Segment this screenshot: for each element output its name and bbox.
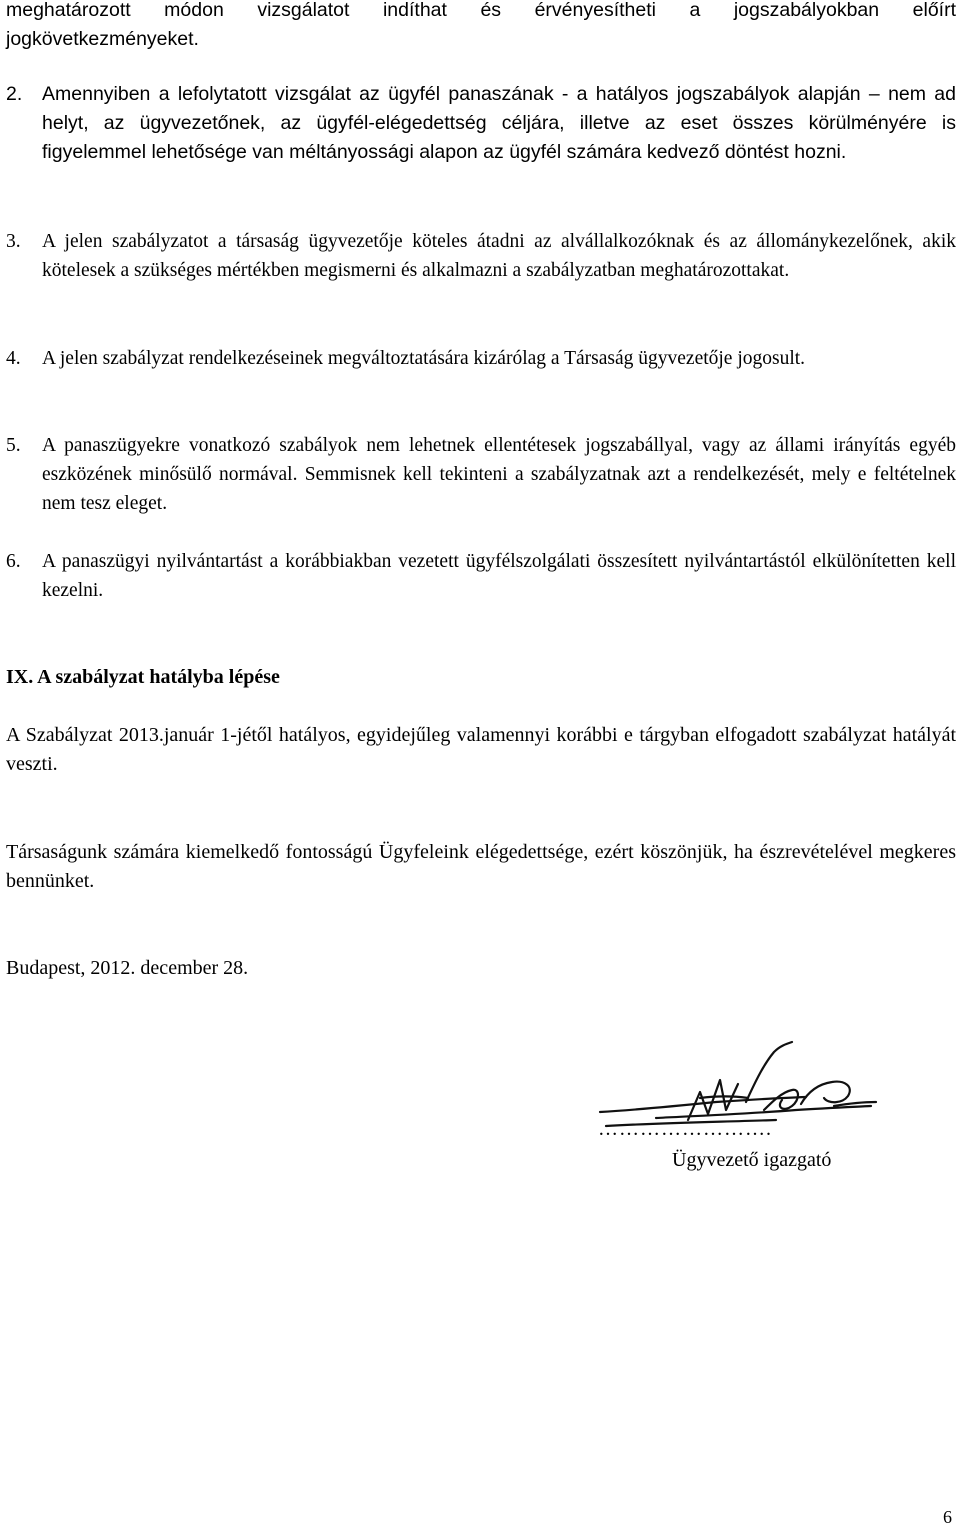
list-item-2	[6, 80, 956, 167]
section-heading: IX. A szabályzat hatályba lépése	[6, 666, 280, 688]
list-item-text: A jelen szabályzat rendelkezéseinek megváltoztatására kizárólag a Társaság ügyvezetője jogosult.	[42, 348, 806, 369]
list-item-4	[6, 344, 956, 373]
list-item-number: 5.	[6, 435, 21, 456]
place-date: Budapest, 2012. december 28.	[6, 957, 249, 979]
page-number: 6	[943, 1507, 952, 1527]
list-item-3	[6, 227, 956, 285]
list-item-number: 6.	[6, 551, 21, 572]
continuation-line-2: jogkövetkezményeket.	[6, 28, 199, 50]
continuation-line-1: meghatározott módon vizsgálatot indíthat és érvényesítheti a jogszabályokban előírt	[6, 0, 956, 21]
continuation-paragraph	[6, 0, 956, 54]
list-item-number: 3.	[6, 231, 21, 252]
closing-paragraph: Társaságunk számára kiemelkedő fontosságú Ügyfeleink elégedettsége, ezért köszönjük, ha észrevételével megkeres bennünket.	[6, 841, 956, 892]
list-item-text: A panaszügyi nyilvántartást a korábbiakban vezetett ügyfélszolgálati összesített nyilvántartástól elkülönítetten kell kezelni.	[42, 551, 956, 601]
list-item-5	[6, 431, 956, 518]
list-item-number: 2.	[6, 83, 23, 105]
signature-title: Ügyvezető igazgató	[672, 1149, 832, 1171]
list-item-number: 4.	[6, 348, 21, 369]
list-item-6	[6, 547, 956, 605]
section-body: A Szabályzat 2013.január 1-jétől hatályos, egyidejűleg valamennyi korábbi e tárgyban elfogadott szabályzat hatályát veszti.	[6, 724, 956, 775]
signature-dots: …………………….	[598, 1118, 772, 1140]
list-item-text: Amennyiben a lefolytatott vizsgálat az ügyfél panaszának - a hatályos jogszabályok alapján – nem ad helyt, az ügyvezetőnek, az ügyfél-elégedettség céljára, illetve az eset összes körülményére is figyelemmel lehetősége van méltányossági alapon az ügyfél számára kedvező döntést hozni.	[42, 83, 956, 163]
list-item-text: A jelen szabályzatot a társaság ügyvezetője köteles átadni az alvállalkozóknak és az állománykezelőnek, akik kötelesek a szükséges mértékben megismerni és alkalmazni a szabályzatban meghatározottakat.	[42, 231, 956, 281]
list-item-text: A panaszügyekre vonatkozó szabályok nem lehetnek ellentétesek jogszabállyal, vagy az állami irányítás egyéb eszközének minősülő normával. Semmisnek kell tekinteni a szabályzatnak azt a rendelkezését, mely e feltételnek nem tesz eleget.	[42, 435, 956, 514]
